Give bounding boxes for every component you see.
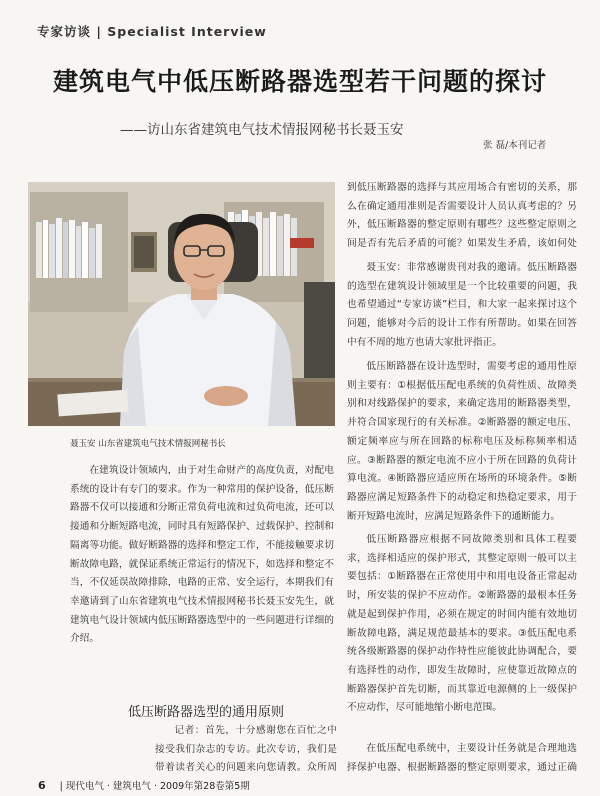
answer-paragraph-4: 在低压配电系统中，主要设计任务就是合理地选择保护电器、根据断路器的整定原则要求，通过正确	[347, 743, 577, 773]
page-footer	[38, 778, 250, 792]
journal-info: | 现代电气 · 建筑电气 · 2009年第28卷第5期	[59, 781, 250, 792]
photo-caption: 聂玉安 山东省建筑电气技术情报网秘书长	[70, 439, 226, 449]
interview-photo	[28, 182, 335, 426]
article-subtitle: ——访山东省建筑电气技术情报网秘书长聂玉安	[120, 122, 404, 138]
article-byline: 张 磊/本刊记者	[483, 140, 547, 151]
page-number: 6	[38, 779, 46, 792]
interview-question: 记者：首先，十分感谢您在百忙之中接受我们杂志的专访。此次专访，我们是带着读者关心的问题来向您请教。众所周	[155, 725, 337, 774]
article-intro: 在建筑设计领域内，由于对生命财产的高度负责，对配电系统的设计有专门的要求。作为一种常用的保护设备，低压断路器不仅可以接通和分断正常负荷电流和过负荷电流，还可以接通和分断短路电流，同时具有短路保护、过载保护、控制和隔离等功能。做好断路器的选择和整定工作，不能接触要求切断故障电路，就保证系统正常运行的情况下，如选择和整定不当，不仅延误故障排除，电路的正常、安全运行，本期我们有幸邀请到了山东省建筑电气技术情报网秘书长聂玉安先生，就建筑电气设计领域内低压断路器选型中的一些问题进行详细的介绍。	[70, 465, 334, 645]
section-heading: 低压断路器选型的通用原则	[128, 705, 285, 720]
question-continued: 到低压断路器的选择与其应用场合有密切的关系，那么在确定通用准则是否需要设计人员认真考虑的？另外，低压断路器的整定原则有哪些？这些整定原则之间是否有先后矛盾的可能？如果发生矛盾，该如何处	[347, 182, 577, 250]
article-title: 建筑电气中低压断路器选型若干问题的探讨	[52, 67, 547, 96]
answer-paragraph-3: 低压断路器应根据不同故障类别和具体工程要求，选择相适应的保护形式，其整定原则一般可以主要包括：①断路器在正常使用中和用电设备正常起动时，所安装的保护不应动作。②断路器的最根本任务就是起到保护作用，必须在规定的时间内能有效地切断故障电路，满足规范最基本的要求。③低压配电系统各级断路器的保护动作特性应能彼此协调配合，要有选择性的动作，即发生故障时，应使靠近故障点的断路器保护首先切断，而其靠近电源侧的上一级保护不应动作，尽可能地缩小断电范围。	[347, 534, 577, 714]
answer-paragraph-1: 聂玉安：非常感谢贵刊对我的邀请。低压断路器的选型在建筑设计领域里是一个比较重要的问题，我也希望通过“专家访谈”栏目，和大家一起来探讨这个问题，能够对今后的设计工作有所帮助。如果在回答中有不周的地方也请大家批评指正。	[347, 262, 577, 348]
answer-paragraph-2: 低压断路器在设计选型时，需要考虑的通用性原则主要有：①根据低压配电系统的负荷性质、故障类别和对线路保护的要求，来确定选用的断路器类型，并符合国家现行的有关标准。②断路器的额定电压、额定频率应与所在回路的标称电压及标称频率相适应。③断路器的额定电流不应小于所在回路的负荷计算电流。④断路器应适应所在场所的环境条件。⑤断路器应满足短路条件下的动稳定和热稳定要求，用于断开短路电流时，应满足短路条件下的通断能力。	[347, 361, 577, 522]
section-label: 专家访谈 | Specialist Interview	[37, 24, 267, 39]
